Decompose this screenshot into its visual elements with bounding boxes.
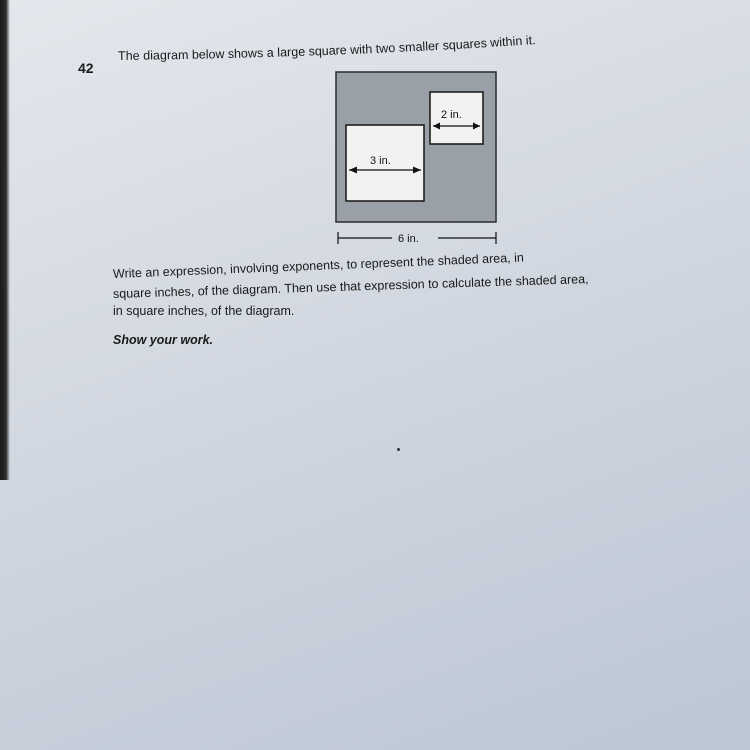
large-square-label: 6 in. bbox=[398, 233, 419, 245]
instruction-line-2: square inches, of the diagram. Then use that expression to calculate the shaded area, bbox=[112, 272, 589, 301]
small-square-label: 2 in. bbox=[441, 109, 462, 121]
pencil-mark bbox=[397, 448, 400, 451]
instruction-line-3: in square inches, of the diagram. bbox=[113, 304, 295, 318]
show-work-label: Show your work. bbox=[113, 333, 214, 347]
svg-text:The diagram below shows a larg bbox=[118, 33, 536, 63]
question-number: 42 bbox=[78, 60, 94, 76]
large-square-dimension bbox=[338, 232, 496, 245]
squares-diagram bbox=[330, 66, 510, 252]
question-prompt-text: The diagram below shows a large square with two smaller squares within it. bbox=[117, 33, 537, 64]
page-edge-shadow bbox=[0, 0, 10, 480]
question-prompt bbox=[118, 30, 638, 70]
medium-square-label: 3 in. bbox=[370, 155, 391, 167]
instruction-line-1: Write an expression, involving exponents, to represent the shaded area, in bbox=[112, 250, 525, 281]
